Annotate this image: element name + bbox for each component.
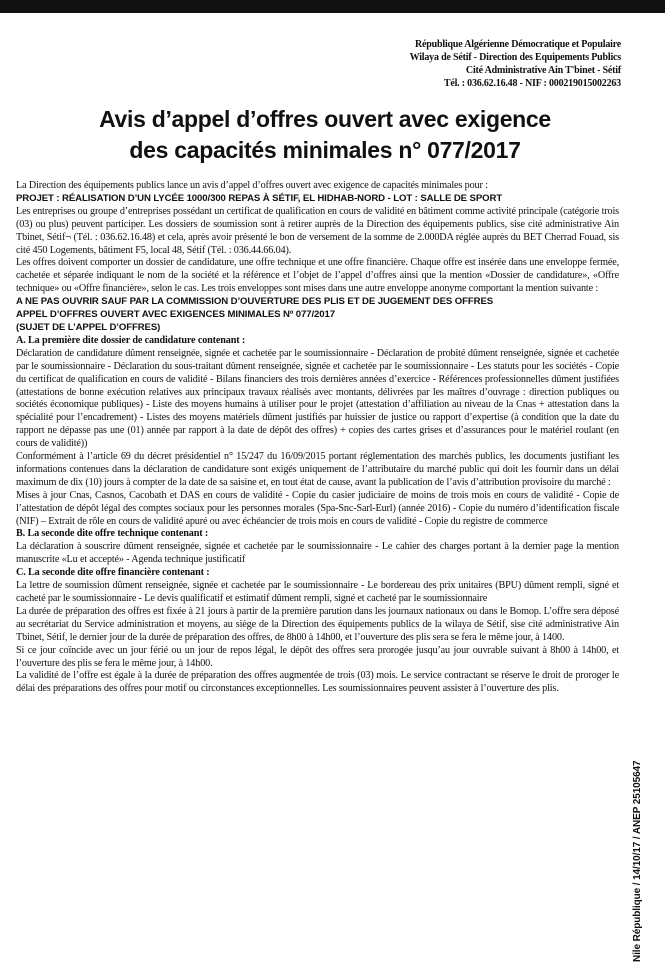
notice-body [16,180,619,696]
issuer-header [341,38,621,90]
top-black-bar [0,0,665,13]
section-b-heading: B. La seconde dite offre technique contenant : [16,528,209,540]
section-c-heading: C. La seconde dite offre financière contenant : [16,567,210,579]
notice-title [20,104,630,166]
section-a-updates: Mises à jour Cnas, Casnos, Cacobath et DAS en cours de validité - Copie du casier judiciaire de moins de trois mois en cours de validité - Copie de l’attestation de dépôt légal des comptes sociaux pour les personnes morales (Spa-Snc-Sarl-Eurl) (année 2016) - Copie du numéro d’identification fiscale (NIF) – Extrait de rôle en cours de validité apuré ou avec échéancier de trois mois en cours de validité - Copie du registre de commerce [16,489,619,527]
header-line-republic: République Algérienne Démocratique et Populaire [415,39,621,50]
envelope-mention-1: A NE PAS OUVRIR SAUF PAR LA COMMISSION D’OUVERTURE DES PLIS ET DE JUGEMENT DES OFFRES [16,296,494,308]
offers-paragraph: Les offres doivent comporter un dossier de candidature, une offre technique et une offre financière. Chaque offre est insérée dans une enveloppe fermée, cachetée et séparée indiquant le nom de la société et la référence et l’objet de l’appel d’offres ainsi que la mention «Dossier de candidature», «Offre technique» ou «Offre financière», selon le cas. Les trois enveloppes sont mises dans une autre enveloppe anonyme comportant la mention suivante : [16,257,619,295]
section-a-list: Déclaration de candidature dûment renseignée, signée et cachetée par le soumissionnaire - Déclaration de probité dûment renseignée, signée et cachetée par le soumissionnaire - Déclaration du sous-traitant dûment renseignée, signée et cachetée par le soumissionnaire - Les statuts pour les sociétés - Copie du certificat de qualification en cours de validité - Bilans financiers des trois dernières années d’exercice - Références professionnelles dûment justifiées (attestations de bonne exécution relatives aux principaux travaux réalisés avec montants, délivrées par les maîtres d’ouvrage : direction publiques ou sociétés économique publiques) - Liste des moyens humains à utiliser pour le projet (attestation d’affiliation au niveau de la Cnas + attestation dans la spécialité pour l’encadrement) - Listes des moyens matériels dûment justifiés par huissier de justice ou rapport d’expertise (à condition que la date du rapport ne dépasse pas une (01) année par rapport à la date de dépôt des offres) + copies des cartes grises et d’assurances pour le matériel roulant (en cours de validité)) [16,347,619,450]
section-b-list: La déclaration à souscrire dûment renseignée, signée et cachetée par le soumissionnaire - Le cahier des charges portant à la dernier page la mention manuscrite «Lu et accepté» - Agenda technique justificatif [16,541,619,566]
eligibility-paragraph: Les entreprises ou groupe d’entreprises possédant un certificat de qualification en cours de validité en bâtiment comme activité principale (catégorie trois (03) ou plus) peuvent participer. Les dossiers de soumission sont à retirer auprès de la Direction des équipements publics, sise cité administrative Ain Tbinet, Sétif¬ (Tél. : 036.62.16.48) et cela, après avoir présenté le bon de versement de la somme de 2.000DA réglée auprès du BET Cherrad Fouad, sis cité 450 Logements, bâtiment F5, local 48, Sétif (Tél. : 036.44.66.04). [16,205,619,256]
header-line-wilaya: Wilaya de Sétif - Direction des Equipements Publics [409,52,621,63]
section-a-article-69: Conformément à l’article 69 du décret présidentiel n° 15/247 du 16/09/2015 portant réglementation des marchés publics, les documents justifiant les informations contenues dans la déclaration de candidature sont exigés uniquement de l’attributaire du marché public qui doit les fournir dans un délai maximum de dix (10) jours à compter de la date de sa saisine et, en tout état de cause, avant la publication de l’avis d’attribution provisoire du marché : [16,451,619,488]
section-c-list: La lettre de soumission dûment renseignée, signée et cachetée par le soumissionnaire - Le bordereau des prix unitaires (BPU) dûment rempli, signé et cacheté par le soumissionnaire - Le devis qualificatif et estimatif dûment rempli, signé et cacheté par le soumissionnaire [16,580,619,604]
header-line-address: Cité Administrative Ain T'binet - Sétif [465,65,621,76]
project-line: PROJET : RÉALISATION D’UN LYCÉE 1000/300 REPAS À SÉTIF, EL HIDHAB-NORD - LOT : SALLE DE SPORT [16,192,503,204]
holiday-paragraph: Si ce jour coïncide avec un jour férié ou un jour de repos légal, le dépôt des offres sera prorogée jusqu’au jour ouvrable suivant à 8h00 à 14h00, et l’ouverture des plis se fera le même jour, à 14h00. [16,644,619,669]
intro-paragraph: La Direction des équipements publics lance un avis d’appel d’offres ouvert avec exigence de capacités minimales pour : [16,180,488,191]
title-line-1: Avis d’appel d’offres ouvert avec exigence [99,106,551,132]
envelope-mention-3: (SUJET DE L’APPEL D’OFFRES) [16,321,161,333]
deadline-paragraph: La durée de préparation des offres est fixée à 21 jours à partir de la première parution dans les journaux nationaux ou dans le Bomop. L’offre sera déposé au secrétariat du Service administration et moyens, au siège de la Direction des équipements publics de la wilaya de Sétif, sise cité administrative Ain Tbinet, Sétif, le dernier jour de la durée de préparation des offres, de 8h00 à 14h00, et l’ouverture des plis sera se fera le même jour, à 1400. [16,605,619,643]
header-line-contact: Tél. : 036.62.16.48 - NIF : 000219015002263 [443,78,621,89]
envelope-mention-2: APPEL D’OFFRES OUVERT AVEC EXIGENCES MINIMALES Nº 077/2017 [16,309,335,321]
side-reference: Nile République / 14/10/17 / ANEP 25105647 [632,760,643,962]
title-line-2: des capacités minimales n° 077/2017 [129,137,521,163]
validity-paragraph: La validité de l’offre est égale à la durée de préparation des offres augmentée de trois (03) mois. Le service contractant se réserve le droit de proroger le délai des préparations des offres pour motif ou circonstances exceptionnelles. Les soumissionnaires peuvent assister à l’ouverture des plis. [16,670,619,695]
section-a-heading: A. La première dite dossier de candidature contenant : [16,334,246,346]
